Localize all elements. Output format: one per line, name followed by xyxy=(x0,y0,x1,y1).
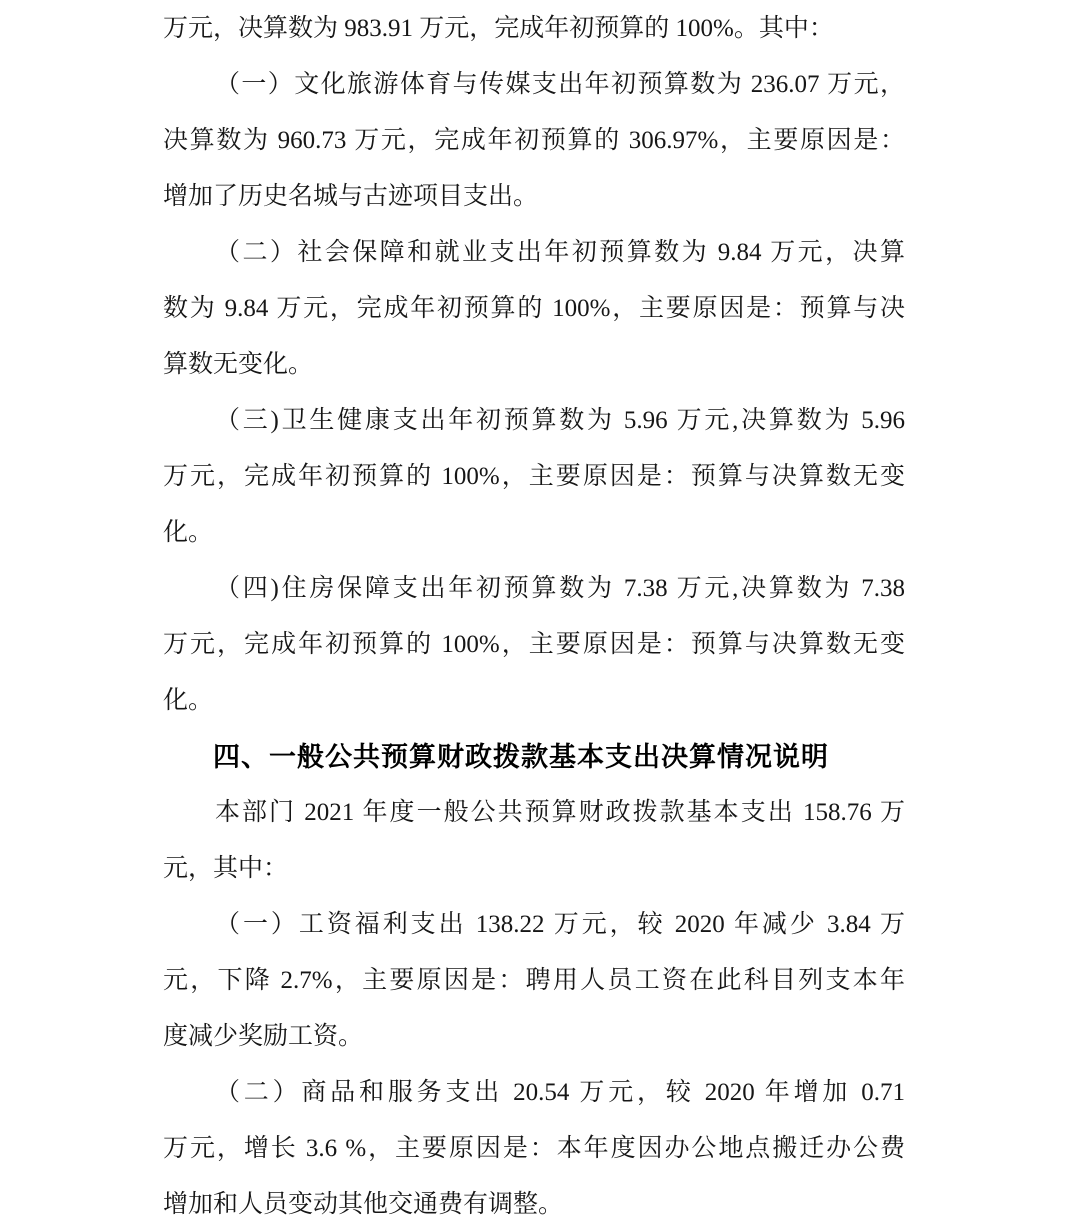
text-line: （四)住房保障支出年初预算数为 7.38 万元,决算数为 7.38 xyxy=(215,575,905,602)
text-line: （二）商品和服务支出 20.54 万元，较 2020 年增加 0.71 xyxy=(215,1079,905,1106)
text-line: 化。 xyxy=(163,687,214,714)
text-line: 万元，决算数为 983.91 万元，完成年初预算的 100%。其中： xyxy=(163,15,834,42)
section-heading: 四、一般公共预算财政拨款基本支出决算情况说明 xyxy=(213,742,829,772)
text-line: 度减少奖励工资。 xyxy=(163,1023,364,1050)
text-line: 元，其中： xyxy=(163,855,289,882)
text-line: 万元，增长 3.6 %，主要原因是：本年度因办公地点搬迁办公费 xyxy=(163,1135,905,1162)
text-line: （三)卫生健康支出年初预算数为 5.96 万元,决算数为 5.96 xyxy=(215,407,905,434)
text-line: （二）社会保障和就业支出年初预算数为 9.84 万元，决算 xyxy=(215,239,905,266)
text-line: 增加和人员变动其他交通费有调整。 xyxy=(163,1191,564,1218)
text-line: 增加了历史名城与古迹项目支出。 xyxy=(163,183,539,210)
text-line: （一）工资福利支出 138.22 万元，较 2020 年减少 3.84 万 xyxy=(215,911,905,938)
text-line: 万元，完成年初预算的 100%，主要原因是：预算与决算数无变 xyxy=(163,463,905,490)
text-line: 万元，完成年初预算的 100%，主要原因是：预算与决算数无变 xyxy=(163,631,905,658)
text-line: 元，下降 2.7%，主要原因是：聘用人员工资在此科目列支本年 xyxy=(163,967,905,994)
text-line: 化。 xyxy=(163,519,214,546)
text-line: 决算数为 960.73 万元，完成年初预算的 306.97%，主要原因是： xyxy=(163,127,905,154)
text-line: 本部门 2021 年度一般公共预算财政拨款基本支出 158.76 万 xyxy=(215,799,905,826)
text-line: 数为 9.84 万元，完成年初预算的 100%，主要原因是：预算与决 xyxy=(163,295,905,322)
text-line: 算数无变化。 xyxy=(163,351,314,378)
text-line: （一）文化旅游体育与传媒支出年初预算数为 236.07 万元， xyxy=(215,71,905,98)
